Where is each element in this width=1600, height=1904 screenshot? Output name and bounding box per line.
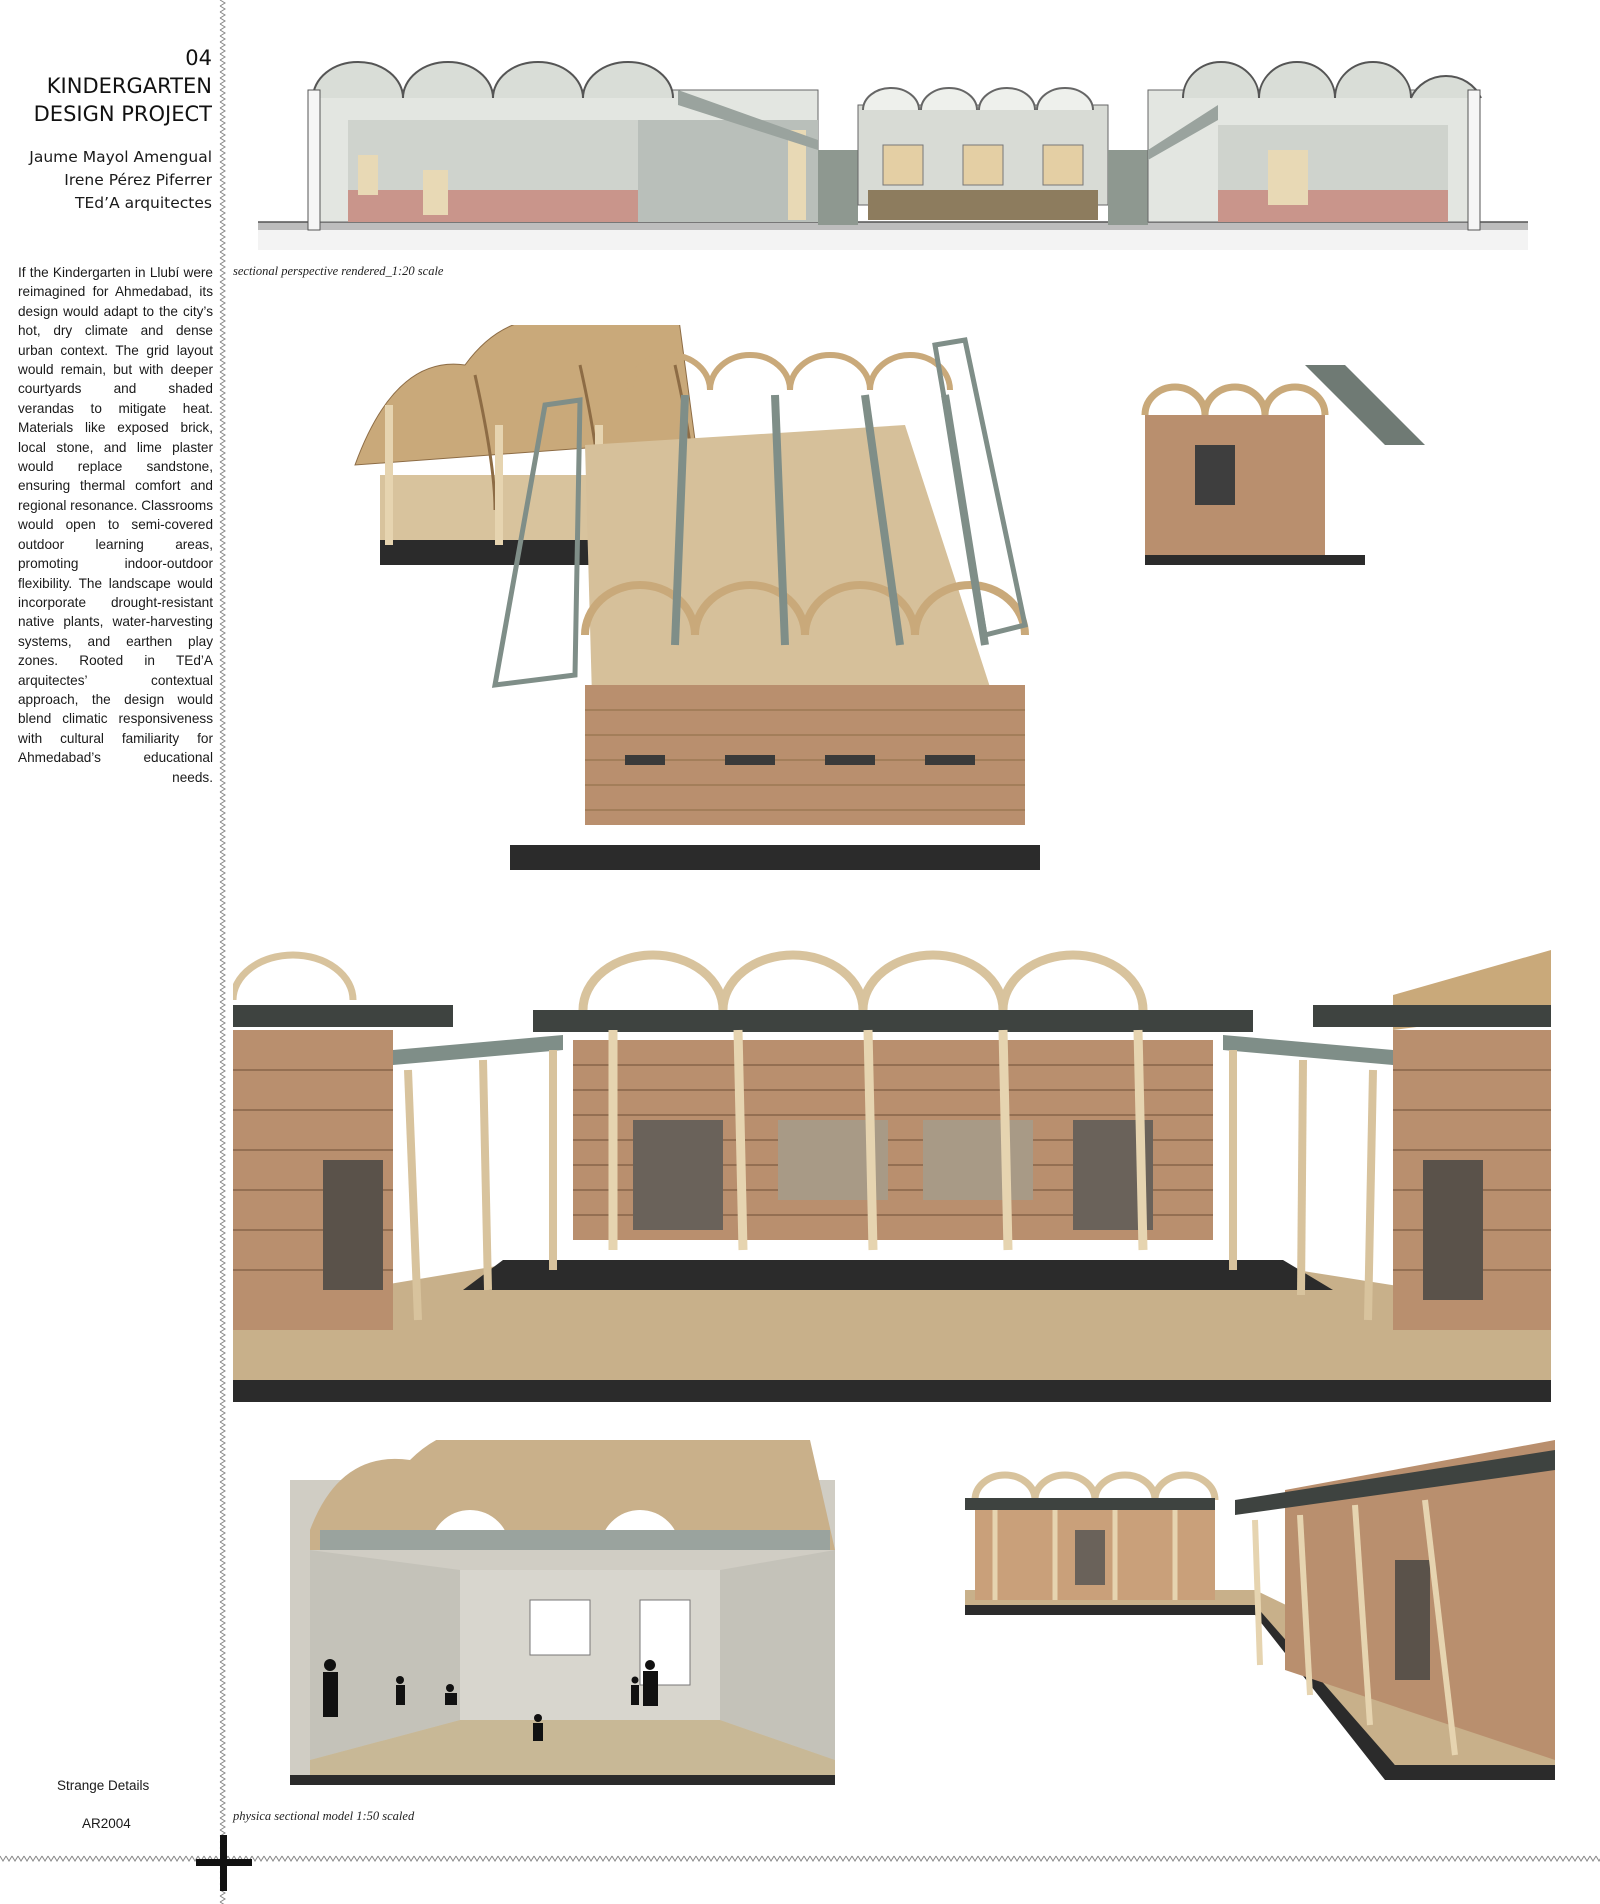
footer-label: Strange Details	[57, 1778, 150, 1793]
project-number: 04	[185, 46, 212, 70]
vertical-divider	[219, 0, 227, 1904]
project-description: If the Kindergarten in Llubí were reimagined for Ahmedabad, its design would adapt to the city’s hot, dry climate and dense urban context. The grid layout would remain, but with deeper courtyards and shaded verandas to mitigate heat. Materials like exposed brick, local stone, and lime plaster would replace sandstone, ensuring thermal comfort and regional resonance. Classrooms would open to semi-covered outdoor learning areas, promoting indoor-outdoor flexibility. The landscape would incorporate drought-resistant native plants, water-harvesting systems, and earthen play zones. Rooted in TEd’A arquitectes’ contextual approach, the design would blend climatic responsiveness with cultural familiarity for Ahmedabad’s educational needs.	[18, 265, 213, 785]
model-photo-interior	[290, 1440, 835, 1785]
footer-code: AR2004	[82, 1816, 131, 1831]
section-drawing	[258, 50, 1528, 260]
sectional-perspective	[258, 50, 1528, 260]
model-photo-aerial	[345, 325, 1445, 875]
plus-icon	[196, 1835, 252, 1891]
authors	[29, 146, 212, 215]
project-title-text: KINDERGARTEN DESIGN PROJECT	[33, 74, 212, 126]
model-photo-corner	[955, 1440, 1555, 1790]
interior-model-drawing	[290, 1440, 835, 1785]
courtyard-model-drawing	[233, 950, 1551, 1402]
aerial-model-drawing	[345, 325, 1445, 875]
author-2: Irene Pérez Piferrer	[64, 171, 212, 189]
author-1: Jaume Mayol Amengual	[29, 148, 212, 166]
author-3: TEd’A arquitectes	[75, 194, 212, 212]
aerial-right-block	[1145, 365, 1425, 565]
model-caption: physica sectional model 1:50 scaled	[233, 1809, 415, 1823]
section-centre-block	[818, 88, 1148, 225]
section-right-block	[1148, 62, 1481, 230]
model-photo-courtyard	[233, 950, 1551, 1402]
section-caption: sectional perspective rendered_1:20 scale	[233, 264, 444, 278]
project-title	[22, 72, 212, 128]
corner-model-drawing	[955, 1440, 1555, 1790]
